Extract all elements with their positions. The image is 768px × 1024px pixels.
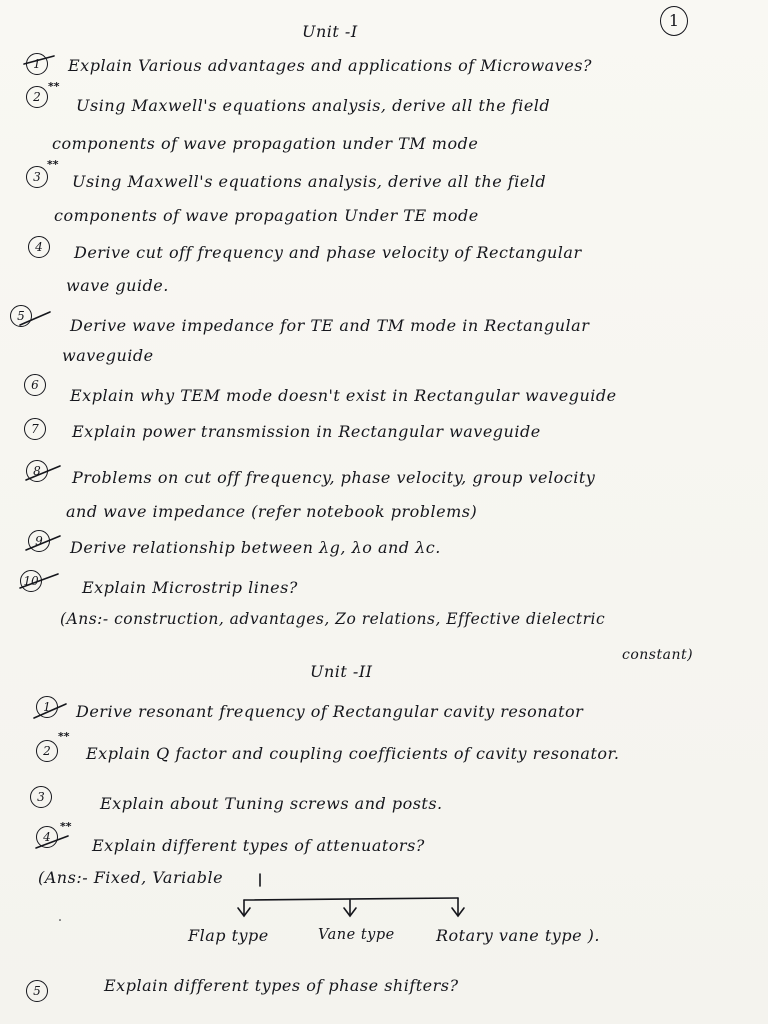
q10-line2: (Ans:- construction, advantages, Zo relations, Effective dielectric xyxy=(60,610,606,628)
attenuator-flap: Flap type xyxy=(188,926,269,945)
q7-line1: Explain power transmission in Rectangular waveguide xyxy=(72,422,541,441)
q4-line1: Derive cut off frequency and phase velocity of Rectangular xyxy=(74,243,582,262)
q2-number: 2 xyxy=(26,86,48,108)
q10-number: 10 xyxy=(20,570,42,592)
q4-line2: wave guide. xyxy=(66,276,169,295)
q8-line2: and wave impedance (refer notebook problems) xyxy=(66,502,478,521)
unit1-title: Unit -I xyxy=(302,22,358,41)
attenuator-vane: Vane type xyxy=(318,927,395,943)
q6-line1: Explain why TEM mode doesn't exist in Rectangular waveguide xyxy=(70,386,617,405)
q5-line2: waveguide xyxy=(62,346,154,365)
q5-number: 5 xyxy=(10,305,32,327)
u2-q4-star: ** xyxy=(60,820,72,833)
q2-line2: components of wave propagation under TM mode xyxy=(52,134,479,153)
u2-q2-number: 2 xyxy=(36,740,58,762)
u2-q4-line2: (Ans:- Fixed, Variable xyxy=(38,868,224,887)
q3-star: ** xyxy=(47,158,59,171)
u2-q5-number: 5 xyxy=(26,980,48,1002)
q9-line1: Derive relationship between λg, λo and λc. xyxy=(70,538,441,557)
q8-number: 8 xyxy=(26,460,48,482)
u2-q5-line1: Explain different types of phase shifters? xyxy=(104,976,459,995)
q8-line1: Problems on cut off frequency, phase velocity, group velocity xyxy=(72,468,596,487)
q9-number: 9 xyxy=(28,530,50,552)
u2-q3-number: 3 xyxy=(30,786,52,808)
u2-q2-star: ** xyxy=(58,730,70,743)
q10-line1: Explain Microstrip lines? xyxy=(82,578,298,597)
u2-q4-line1: Explain different types of attenuators? xyxy=(92,836,425,855)
unit2-title: Unit -II xyxy=(310,662,373,681)
q2-line1: Using Maxwell's equations analysis, derive all the field xyxy=(76,96,551,115)
q3-line1: Using Maxwell's equations analysis, derive all the field xyxy=(72,172,547,191)
u2-q1-line1: Derive resonant frequency of Rectangular cavity resonator xyxy=(76,702,584,721)
u2-q1-number: 1 xyxy=(36,696,58,718)
q5-line1: Derive wave impedance for TE and TM mode in Rectangular xyxy=(70,316,590,335)
q1-line1: Explain Various advantages and applications of Microwaves? xyxy=(68,56,592,75)
q1-number: 1 xyxy=(26,53,48,75)
q4-number: 4 xyxy=(28,236,50,258)
q6-number: 6 xyxy=(24,374,46,396)
u2-q4-number: 4 xyxy=(36,826,58,848)
u2-q3-line1: Explain about Tuning screws and posts. xyxy=(100,794,443,813)
q7-number: 7 xyxy=(24,418,46,440)
q3-line2: components of wave propagation Under TE mode xyxy=(54,206,479,225)
q3-number: 3 xyxy=(26,166,48,188)
u2-q2-line1: Explain Q factor and coupling coefficients of cavity resonator. xyxy=(86,744,620,763)
page-number-circle: 1 xyxy=(660,6,688,36)
q2-star: ** xyxy=(48,80,60,93)
attenuator-rotary: Rotary vane type ). xyxy=(436,926,600,945)
q10-line3: constant) xyxy=(622,647,694,663)
